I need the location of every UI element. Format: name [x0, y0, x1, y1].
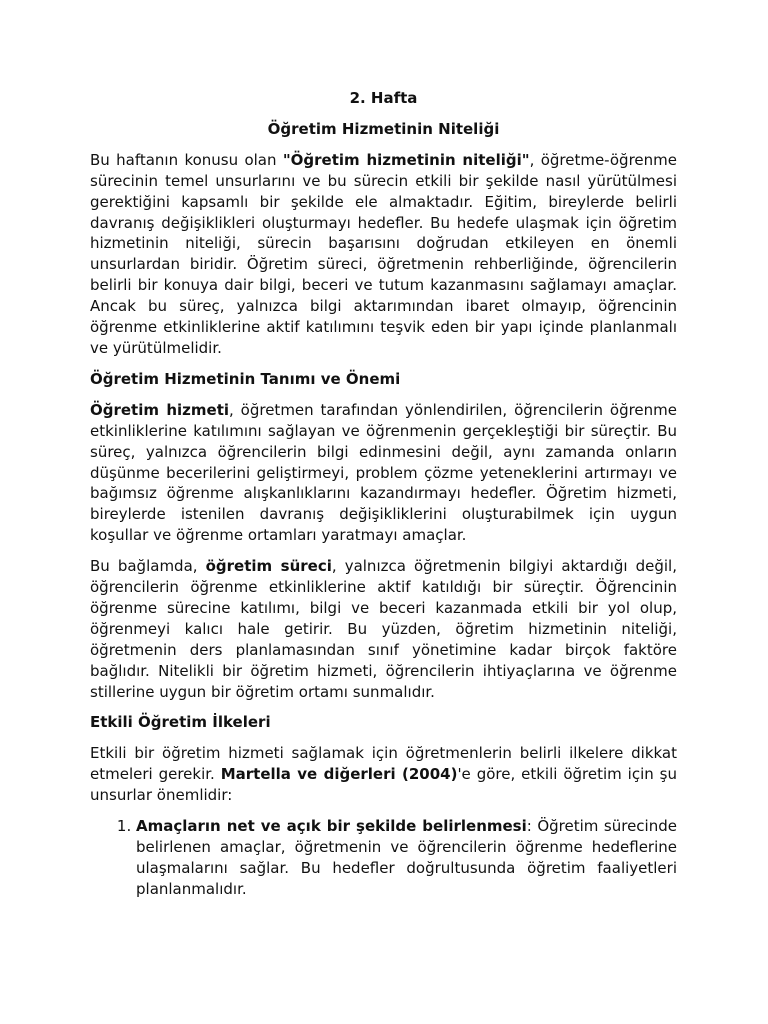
principles-intro-paragraph	[90, 743, 677, 806]
section-heading-principles: Etkili Öğretim İlkeleri	[90, 713, 271, 732]
context-paragraph	[90, 556, 677, 702]
list-item	[136, 816, 677, 900]
principles-list	[90, 816, 677, 900]
context-term-bold: öğretim süreci	[205, 557, 332, 576]
principles-text-pre: Etkili bir öğretim hizmeti sağlamak için öğretmenlerin belirli ilkelere dikkat etmeleri gerekir.	[90, 744, 677, 784]
intro-topic-bold: "Öğretim hizmetinin niteliği"	[282, 150, 530, 169]
intro-text-pre: Bu haftanın konusu olan	[90, 150, 283, 169]
context-text-post: , yalnızca öğretmenin bilgiyi aktardığı değil, öğrencilerin öğrenme etkinliklerine aktif katıldığı bir süreçtir. Öğrencinin öğrenme sürecine katılımı, bilgi ve beceri kazanmada etkili bir yol olup, öğrenmeyi kalıcı hale getirir. Bu yüzden, öğretim hizmetinin niteliği, öğretmenin ders planlamasından sınıf yönetimine kadar birçok faktöre bağlıdır. Nitelikli bir öğretim hizmeti, öğrencilerin ihtiyaçlarına ve öğrenme stillerine uygun bir öğretim ortamı sunmalıdır.	[90, 557, 677, 701]
citation-bold: Martella ve diğerleri (2004)	[220, 765, 458, 784]
definition-paragraph	[90, 400, 677, 546]
intro-text-post: , öğretme-öğrenme sürecinin temel unsurlarını ve bu sürecin etkili bir şekilde nasıl yürütülmesi gerektiğini kapsamlı bir şekilde ele almaktadır. Eğitim, bireylerde belirli davranış değişiklikleri oluşturmayı hedefler. Bu hedefe ulaşmak için öğretim hizmetinin niteliği, sürecin başarısını doğrudan etkileyen en önemli unsurlardan biridir. Öğretim süreci, öğretmenin rehberliğinde, öğrencilerin belirli bir konuya dair bilgi, beceri ve tutum kazanmasını sağlamayı amaçlar. Ancak bu süreç, yalnızca bilgi aktarımından ibaret olmayıp, öğrencinin öğrenme etkinliklerine aktif katılımını teşvik eden bir yapı içinde planlanmalı ve yürütülmelidir.	[90, 150, 677, 357]
principles-text-post: 'e göre, etkili öğretim için şu unsurlar önemlidir:	[90, 765, 677, 805]
week-heading: 2. Hafta	[349, 89, 418, 107]
section-heading-definition: Öğretim Hizmetinin Tanımı ve Önemi	[90, 369, 401, 388]
context-text-pre: Bu bağlamda,	[90, 557, 206, 576]
list-item-text: : Öğretim sürecinde belirlenen amaçlar, öğretmenin ve öğrencilerin öğrenme hedeflerine ulaşmalarını sağlar. Bu hedefler doğrultusunda öğretim faaliyetleri planlanmalıdır.	[136, 817, 677, 898]
list-item-title: Amaçların net ve açık bir şekilde belirlenmesi	[136, 817, 527, 836]
document-page	[90, 88, 677, 900]
document-title: Öğretim Hizmetinin Niteliği	[267, 119, 500, 138]
definition-term-bold: Öğretim hizmeti	[90, 400, 230, 419]
definition-text: , öğretmen tarafından yönlendirilen, öğrencilerin öğrenme etkinliklerine katılımını sağlayan ve öğrenmenin gerçekleştiği bir süreçtir. Bu süreç, yalnızca öğrencilerin bilgi edinmesini değil, aynı zamanda onların düşünme becerilerini geliştirmeyi, problem çözme yeteneklerini artırmayı ve bağımsız öğrenme alışkanlıklarını kazandırmayı hedefler. Öğretim hizmeti, bireylerde istenilen davranış değişikliklerini oluşturabilmek için uygun koşullar ve öğrenme ortamları yaratmayı amaçlar.	[90, 400, 678, 545]
intro-paragraph	[90, 150, 677, 359]
